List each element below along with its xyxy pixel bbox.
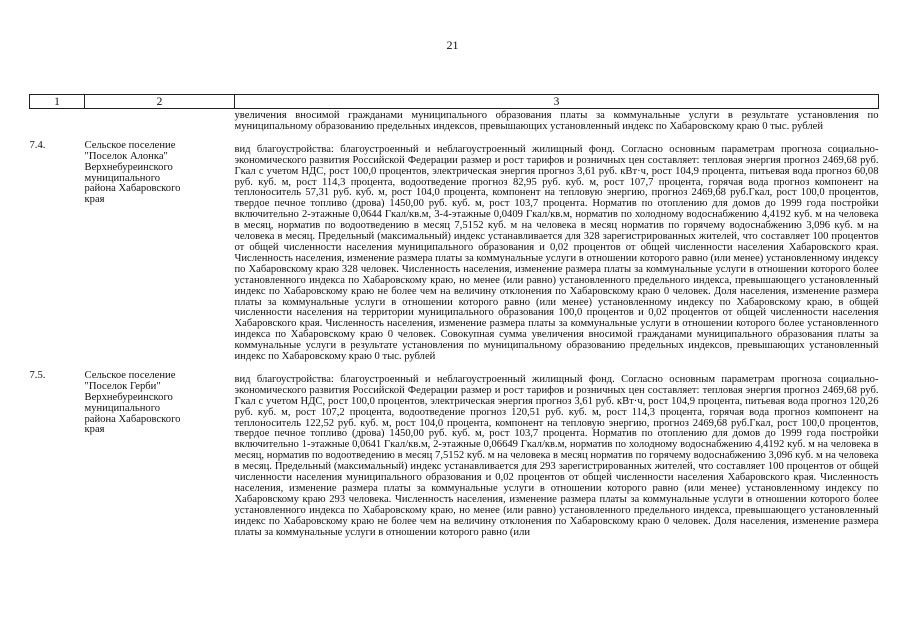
column-header-number: 1 <box>30 95 85 109</box>
row-description: вид благоустройства: благоустроенный и неблагоустроенный жилищный фонд. Согласно основным параметрам прогноза социально-экономического развития Российской Федерации размер и рост тарифов и розничных цен составляет: тепловая энергия прогноз 2469,68 руб. Гкал с учетом НДС, рост 100,0 процентов, электрическая энергия прогноз 3,61 руб. кВт·ч, рост 104,9 процента, питьевая вода прогноз 120,26 руб. куб. м, рост 107,2 процента, водоотведение прогноз 120,51 руб. куб. м, рост 114,3 процента, горячая вода прогноз компонент на теплоноситель 122,52 руб. куб. м, рост 104,0 процента, компонент на тепловую энергию, прогноз 2469,68 руб.Гкал, рост 100,0 процентов, твердое печное топливо (дрова) 1450,00 руб. куб. м, рост 103,7 процента. Норматив по отоплению для домов до 1999 года постройки включительно 1-этажные 0,0641 Гкал/кв.м, 2-этажные 0,06649 Гкал/кв.м, норматив по холодному водоснабжению 4,4192 куб. м на человека в месяц, норматив по водоотведению в месяц 7,5152 куб. м на человека в месяц норматив по горячему водоснабжению 3,096 куб. м на человека в месяц. Предельный (максимальный) индекс устанавливается для 293 зарегистрированных жителей, что составляет 100 процентов от общей численности населения муниципального образования и 0,02 процентов от общей численности населения Хабаровского края. Численность населения, изменение размера платы за коммунальные услуги в отношении которого равно (или менее) установленному индексу по Хабаровскому краю 293 человека. Численность населения, изменение размера платы за коммунальные услуги в отношении которого более установленного индекса по Хабаровскому краю, но менее (или равно) установленного предельного индекса, превышающего установленный индекс по Хабаровскому краю не более чем на величину отклонения по Хабаровскому краю 0 человек. Доля населения, изменение размера платы за коммунальные услуги в отношении которого равно (или <box>234 373 879 538</box>
table-header-row <box>30 95 879 109</box>
row-description: вид благоустройства: благоустроенный и неблагоустроенный жилищный фонд. Согласно основным параметрам прогноза социально-экономического развития Российской Федерации размер и рост тарифов и розничных цен составляет: тепловая энергия прогноз 2469,68 руб. Гкал с учетом НДС, рост 100,0 процентов, электрическая энергия прогноз 3,61 руб. кВт·ч, рост 104,9 процента, питьевая вода прогноз 60,08 руб. куб. м, рост 114,3 процента, водоотведение прогноз 82,95 руб. куб. м, рост 107,7 процента, горячая вода прогноз компонент на теплоноситель 57,31 руб. куб. м, рост 104,0 процента, компонент на тепловую энергию, прогноз 2469,68 руб.Гкал, рост 100,0 процентов, твердое печное топливо (дрова) 1450,00 руб. куб. м, рост 103,7 процента. Норматив по отоплению для домов до 1999 года постройки включительно 2-этажные 0,0644 Гкал/кв.м, 3-4-этажные 0,0409 Гкал/кв.м, норматив по холодному водоснабжению 4,4192 куб. м на человека в месяц, норматив по водоотведению в месяц 7,5152 куб. м на человека в месяц норматив по горячему водоснабжению 3,096 куб. м на человека в месяц. Предельный (максимальный) индекс устанавливается для 328 зарегистрированных жителей, что составляет 100 процентов от общей численности населения муниципального образования и 0,02 процентов от общей численности населения Хабаровского края. Численность населения, изменение размера платы за коммунальные услуги в отношении которого равно (или менее) установленному индексу по Хабаровскому краю 328 человек. Численность населения, изменение размера платы за коммунальные услуги в отношении которого более установленного индекса по Хабаровскому краю, но менее (или равно) установленного предельного индекса, превышающего установленный индекс по Хабаровскому краю не более чем на величину отклонения по Хабаровскому краю 0 человек. Доля населения, изменение размера платы за коммунальные услуги в отношении которого равно (или менее) установленному индексу по Хабаровскому краю, в общей численности населения на территории муниципального образования 100,0 процентов и 0,02 процентов от общей численности населения Хабаровского края. Численность населения, изменение размера платы за коммунальные услуги в отношении которого более установленного индекса по Хабаровскому краю 0 человек. Совокупная сумма увеличения вносимой гражданами муниципального образования платы за коммунальные услуги в результате установления по муниципальному образованию предельных индексов, превышающих установленный индекс по Хабаровскому краю 0 тыс. рублей <box>234 143 879 363</box>
continuation-text: увеличения вносимой гражданами муниципального образования платы за коммунальные услуги в результате установления по муниципальному образованию предельных индексов, превышающих установленный индекс по Хабаровскому краю 0 тыс. рублей <box>234 110 879 132</box>
tariff-table <box>29 94 879 539</box>
table-row <box>30 371 879 539</box>
settlement-name: Сельское поселение "Поселок Герби" Верхнебуреинского муниципального района Хабаровского края <box>84 369 181 436</box>
settlement-name: Сельское поселение "Поселок Алонка" Верхнебуреинского муниципального района Хабаровского края <box>84 139 181 206</box>
page-number: 21 <box>446 38 459 52</box>
table-row-continuation <box>30 109 879 133</box>
table-row <box>30 141 879 363</box>
row-number: 7.5. <box>29 369 46 381</box>
column-header-settlement: 2 <box>85 95 235 109</box>
column-header-description: 3 <box>235 95 879 109</box>
row-number: 7.4. <box>29 139 46 151</box>
